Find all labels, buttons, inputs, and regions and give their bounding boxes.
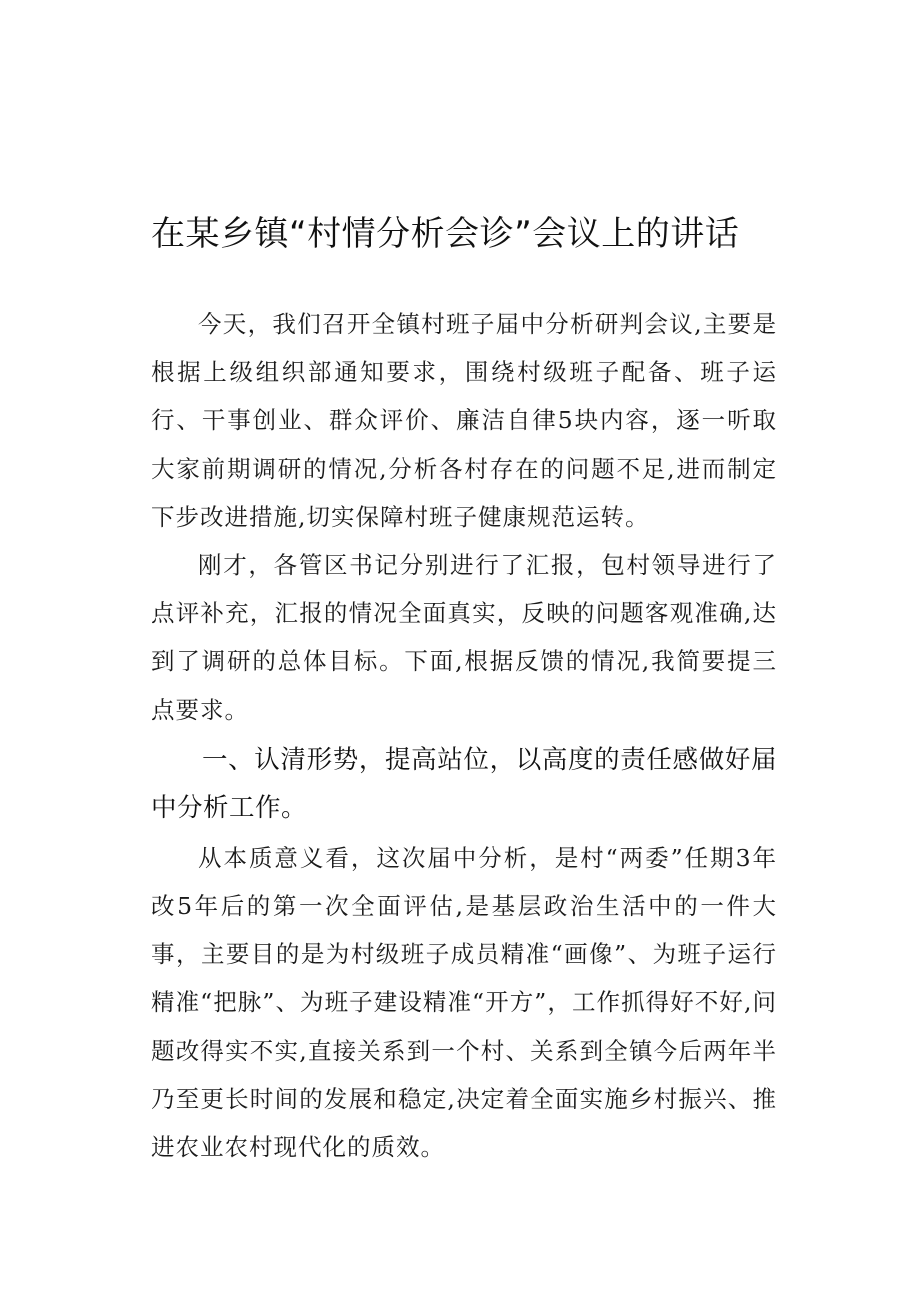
body-paragraph: 今天，我们召开全镇村班子届中分析研判会议,主要是根据上级组织部通知要求，围绕村级班子配备、班子运行、干事创业、群众评价、廉洁自律5块内容，逐一听取大家前期调研的情况,分析各村存在的问题不足,进而制定下步改进措施,切实保障村班子健康规范运转。 xyxy=(151,310,777,531)
section-heading: 一、认清形势，提高站位，以高度的责任感做好届中分析工作。 xyxy=(151,744,777,823)
document-body xyxy=(151,300,777,1171)
body-paragraph: 刚才，各管区书记分别进行了汇报，包村领导进行了点评补充，汇报的情况全面真实，反映的问题客观准确,达到了调研的总体目标。下面,根据反馈的情况,我简要提三点要求。 xyxy=(151,551,777,724)
document-title: 在某乡镇“村情分析会诊”会议上的讲话 xyxy=(151,214,740,254)
section-paragraph: 从本质意义看，这次届中分析，是村“两委”任期3年改5年后的第一次全面评估,是基层政治生活中的一件大事，主要目的是为村级班子成员精准“画像”、为班子运行精准“把脉”、为班子建设精准“开方”，工作抓得好不好,问题改得实不实,直接关系到一个村、关系到全镇今后两年半乃至更长时间的发展和稳定,决定着全面实施乡村振兴、推进农业农村现代化的质效。 xyxy=(151,843,777,1162)
